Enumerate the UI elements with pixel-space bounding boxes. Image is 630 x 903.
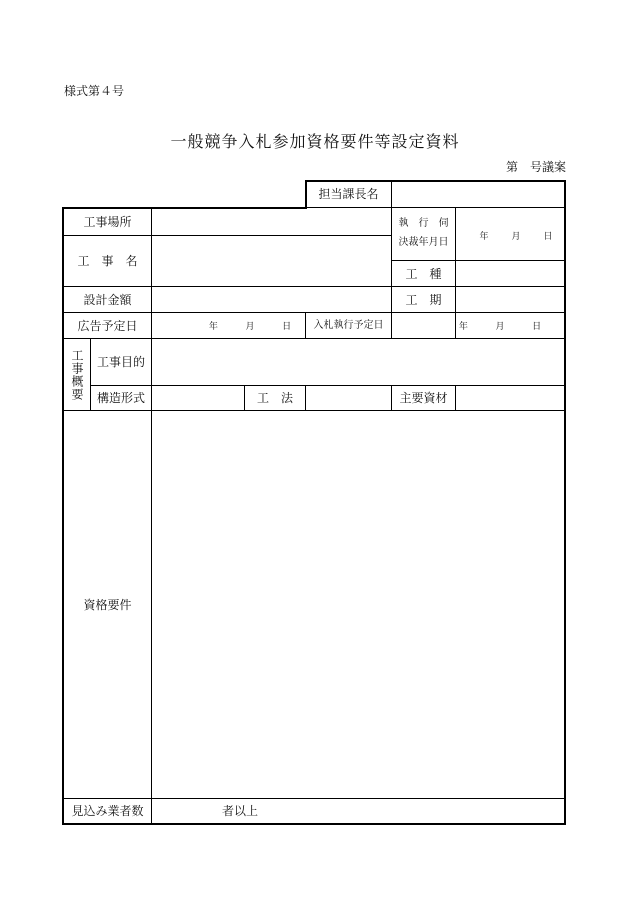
mikomi-gyousha-field[interactable] — [152, 799, 212, 823]
kouki-field[interactable] — [456, 287, 564, 312]
shuyou-shizai-label: 主要資材 — [399, 391, 448, 405]
mikomi-gyousha-label: 見込み業者数 — [71, 804, 144, 818]
koushu-label: 工 種 — [405, 266, 442, 281]
kouzou-keishiki-label: 構造形式 — [96, 391, 145, 405]
table-border — [564, 180, 566, 825]
koushu-field[interactable] — [456, 261, 564, 286]
kouhou-label: 工 法 — [256, 391, 293, 405]
day-label: 日 — [543, 231, 553, 242]
nyusatsu-date-label: 入札執行予定日 — [313, 319, 384, 331]
koukoku-date-label: 広告予定日 — [77, 318, 138, 333]
shikaku-youken-field[interactable] — [152, 411, 564, 798]
month-label: 月 — [245, 321, 255, 332]
kessai-date-field[interactable] — [468, 229, 564, 241]
sha-ijou-label: 者以上 — [221, 804, 258, 818]
kouji-mei-field[interactable] — [152, 236, 391, 286]
kouji-basho-label: 工事場所 — [83, 214, 132, 229]
kouji-gaiyou-label: 工事概要 — [70, 348, 84, 401]
sekkei-kingaku-field[interactable] — [152, 287, 391, 312]
tantou-kachou-label: 担当課長名 — [318, 187, 379, 201]
kouki-label: 工 期 — [405, 292, 442, 307]
month-label: 月 — [511, 231, 521, 242]
nyusatsu-date-field[interactable] — [445, 319, 555, 331]
shikaku-youken-label: 資格要件 — [83, 597, 132, 612]
sekkei-kingaku-label: 設計金額 — [83, 292, 132, 307]
day-label: 日 — [282, 321, 292, 332]
kouji-mokuteki-label: 工事目的 — [96, 355, 145, 369]
gian-number: 第 号議案 — [505, 160, 566, 174]
month-label: 月 — [495, 321, 505, 332]
shikkou-ukagai-label: 執 行 伺 — [398, 218, 449, 229]
kouhou-field[interactable] — [306, 386, 391, 410]
kouzou-keishiki-field[interactable] — [152, 386, 244, 410]
document-title: 一般競争入札参加資格要件等設定資料 — [170, 132, 460, 151]
shuyou-shizai-field[interactable] — [456, 386, 564, 410]
day-label: 日 — [532, 321, 542, 332]
kouji-mei-label: 工 事 名 — [77, 254, 138, 268]
table-border — [62, 823, 566, 825]
kouji-basho-field[interactable] — [152, 208, 391, 235]
form-number: 様式第４号 — [64, 84, 125, 98]
kessai-date-label: 決裁年月日 — [398, 237, 449, 248]
kouji-mokuteki-field[interactable] — [152, 339, 564, 385]
year-label: 年 — [208, 321, 218, 332]
koukoku-date-field[interactable] — [195, 319, 305, 331]
tantou-kachou-field[interactable] — [392, 181, 564, 207]
year-label: 年 — [479, 231, 489, 242]
year-label: 年 — [458, 321, 468, 332]
